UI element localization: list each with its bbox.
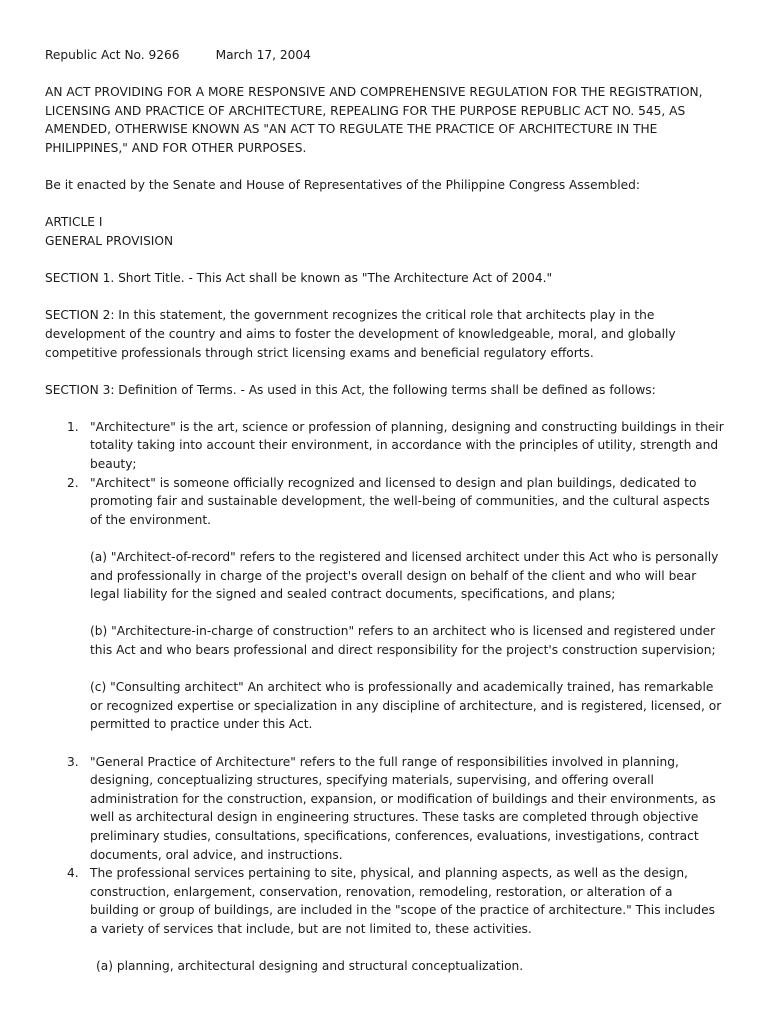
definition-text: "General Practice of Architecture" refers to the full range of responsibilities involved in planning, designing, conceptualizing structures, specifying materials, supervising, and offering overall administration for the construction, expansion, or modification of buildings and their environments, as well as architectural design in engineering structures. These tasks are completed through objective preliminary studies, consultations, specifications, conferences, evaluations, investigations, contract documents, oral advice, and instructions.	[90, 754, 716, 862]
list-number: 3.	[67, 754, 79, 769]
architect-subdefinition: (a) "Architect-of-record" refers to the registered and licensed architect under this Act who is personally and professionally in charge of the project's overall design on behalf of the client and who will bear legal liability for the signed and sealed contract documents, specifications, and plans;	[90, 550, 719, 602]
architect-subdefinition: (b) "Architecture-in-charge of construction" refers to an architect who is licensed and registered under this Act and who bears professional and direct responsibility for the project's construction supervision;	[90, 624, 716, 657]
definition-text: "Architect" is someone officially recognized and licensed to design and plan buildings, dedicated to promoting fair and sustainable development, the well-being of communities, and the cultural aspects of the environment.	[90, 475, 710, 527]
definition-item	[45, 474, 725, 530]
definition-item	[45, 864, 725, 938]
list-number: 4.	[67, 866, 79, 881]
article-title: GENERAL PROVISION	[45, 233, 174, 248]
act-long-title: AN ACT PROVIDING FOR A MORE RESPONSIVE AND COMPREHENSIVE REGULATION FOR THE REGISTRATION, LICENSING AND PRACTICE OF ARCHITECTURE, REPEALING FOR THE PURPOSE REPUBLIC ACT NO. 545, AS AMENDED, OTHERWISE KNOWN AS "AN ACT TO REGULATE THE PRACTICE OF ARCHITECTURE IN THE PHILIPPINES," AND FOR OTHER PURPOSES.	[45, 85, 703, 155]
definitions-list	[45, 418, 725, 530]
list-number: 2.	[67, 475, 79, 490]
enacting-clause: Be it enacted by the Senate and House of Representatives of the Philippine Congress Assembled:	[45, 178, 640, 193]
architect-subdefinition: (c) "Consulting architect" An architect who is professionally and academically trained, has remarkable or recognized expertise or specialization in any discipline of architecture, and is registered, licensed, or permitted to practice under this Act.	[90, 680, 722, 732]
list-number: 1.	[67, 419, 79, 434]
document-header	[45, 46, 725, 65]
definition-text: "Architecture" is the art, science or profession of planning, designing and constructing buildings in their totality taking into account their environment, in accordance with the principles of utility, strength and beauty;	[90, 419, 724, 472]
act-date: March 17, 2004	[215, 48, 311, 62]
section-1: SECTION 1. Short Title. - This Act shall be known as "The Architecture Act of 2004."	[45, 271, 553, 286]
scope-item: (a) planning, architectural designing and structural conceptualization.	[96, 959, 524, 974]
article-number: ARTICLE I	[45, 215, 103, 230]
definition-item	[45, 753, 725, 865]
section-2: SECTION 2: In this statement, the government recognizes the critical role that architects play in the development of the country and aims to foster the development of knowledgeable, moral, and globally competitive professionals through strict licensing exams and beneficial regulatory efforts.	[45, 308, 676, 360]
definition-item	[45, 418, 725, 474]
document-page	[45, 46, 725, 976]
definitions-list-continued	[45, 753, 725, 939]
act-number: Republic Act No. 9266	[45, 48, 180, 62]
section-3: SECTION 3: Definition of Terms. - As used in this Act, the following terms shall be defined as follows:	[45, 382, 656, 397]
definition-text: The professional services pertaining to site, physical, and planning aspects, as well as the design, construction, enlargement, conservation, renovation, remodeling, restoration, or alteration of a building or group of buildings, are included in the "scope of the practice of architecture." This includes a variety of services that include, but are not limited to, these activities.	[90, 866, 715, 936]
